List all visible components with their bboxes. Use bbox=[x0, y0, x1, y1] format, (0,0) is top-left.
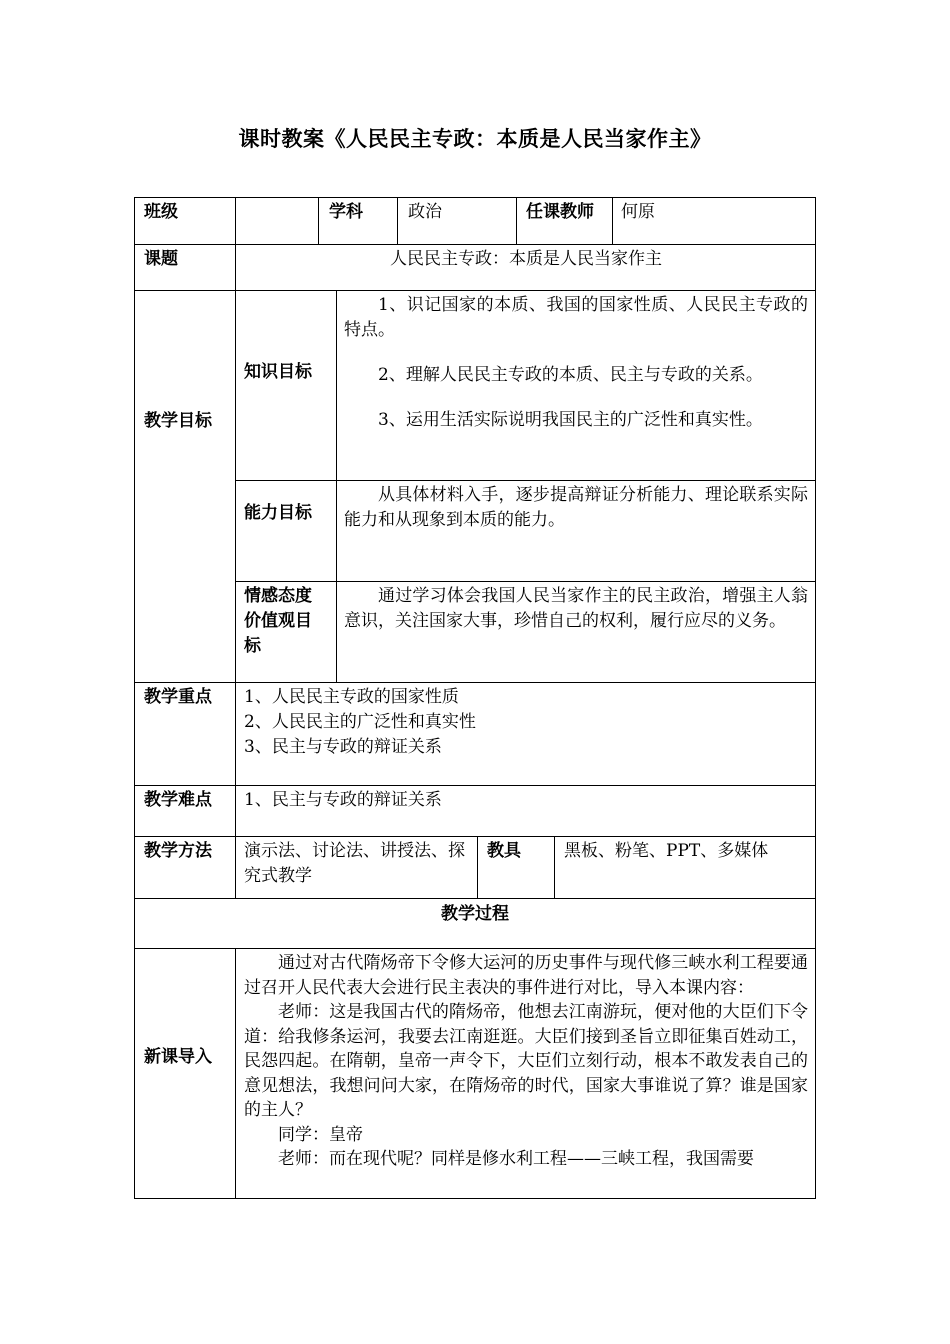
intro-paragraph: 老师：而在现代呢？同样是修水利工程——三峡工程，我国需要 bbox=[278, 1149, 754, 1169]
subject-value: 政治 bbox=[408, 202, 442, 222]
intro-paragraph: 同学：皇帝 bbox=[278, 1124, 363, 1145]
knowledge-item: 1、识记国家的本质、我国的国家性质、人民民主专政的特点。 bbox=[344, 295, 808, 340]
process-label: 教学过程 bbox=[441, 904, 509, 924]
page-title: 课时教案《人民民主专政：本质是人民当家作主》 bbox=[238, 127, 712, 151]
key-points-list bbox=[244, 685, 476, 760]
emotion-objective-text bbox=[344, 584, 808, 634]
intro-paragraph: 老师：这是我国古代的隋炀帝，他想去江南游玩，便对他的大臣们下令道：给我修条运河，我要去江南逛逛。大臣们接到圣旨立即征集百姓动工，民怨四起。在隋朝，皇帝一声令下，大臣们立刻行动，根本不敢发表自己的意见想法，我想问问大家，在隋炀帝的时代，国家大事谁说了算？谁是国家的主人？ bbox=[244, 1002, 808, 1120]
emotion-label-line: 价值观目 bbox=[244, 611, 312, 631]
knowledge-item: 3、运用生活实际说明我国民主的广泛性和真实性。 bbox=[378, 410, 763, 430]
emotion-objective-paragraph: 通过学习体会我国人民当家作主的民主政治，增强主人翁意识，关注国家大事，珍惜自己的权利，履行应尽的义务。 bbox=[344, 586, 808, 631]
topic-label: 课题 bbox=[144, 249, 178, 269]
knowledge-item: 2、理解人民民主专政的本质、民主与专政的关系。 bbox=[378, 365, 763, 385]
emotion-label-line: 标 bbox=[244, 636, 261, 656]
difficulty-item: 1、民主与专政的辩证关系 bbox=[244, 790, 442, 810]
knowledge-objective-list bbox=[344, 293, 808, 433]
topic-value: 人民民主专政：本质是人民当家作主 bbox=[390, 249, 662, 269]
tools-value: 黑板、粉笔、PPT、多媒体 bbox=[564, 841, 769, 861]
teacher-label: 任课教师 bbox=[526, 202, 594, 222]
methods-value: 演示法、讨论法、讲授法、探究式教学 bbox=[244, 841, 465, 886]
ability-objective-text bbox=[344, 483, 808, 533]
intro-paragraph: 通过对古代隋炀帝下令修大运河的历史事件与现代修三峡水利工程要通过召开人民代表大会进行民主表决的事件进行对比，导入本课内容： bbox=[244, 953, 808, 998]
difficulties-list bbox=[244, 788, 442, 813]
emotion-label-line: 情感态度 bbox=[244, 586, 312, 606]
key-point-item: 2、人民民主的广泛性和真实性 bbox=[244, 712, 476, 732]
ability-objective-label: 能力目标 bbox=[244, 503, 312, 523]
tools-label: 教具 bbox=[487, 841, 521, 861]
knowledge-objective-label: 知识目标 bbox=[244, 362, 312, 382]
objectives-label: 教学目标 bbox=[144, 411, 212, 431]
intro-content bbox=[244, 951, 808, 1172]
subject-label: 学科 bbox=[329, 202, 363, 222]
methods-label: 教学方法 bbox=[144, 841, 212, 861]
key-points-label: 教学重点 bbox=[144, 687, 212, 707]
key-point-item: 3、民主与专政的辩证关系 bbox=[244, 737, 442, 757]
ability-objective-paragraph: 从具体材料入手，逐步提高辩证分析能力、理论联系实际能力和从现象到本质的能力。 bbox=[344, 485, 808, 530]
emotion-objective-label bbox=[244, 584, 312, 659]
intro-label: 新课导入 bbox=[144, 1047, 212, 1067]
class-label: 班级 bbox=[144, 202, 178, 222]
teacher-value: 何原 bbox=[621, 202, 655, 222]
key-point-item: 1、人民民主专政的国家性质 bbox=[244, 687, 459, 707]
difficulties-label: 教学难点 bbox=[144, 790, 212, 810]
